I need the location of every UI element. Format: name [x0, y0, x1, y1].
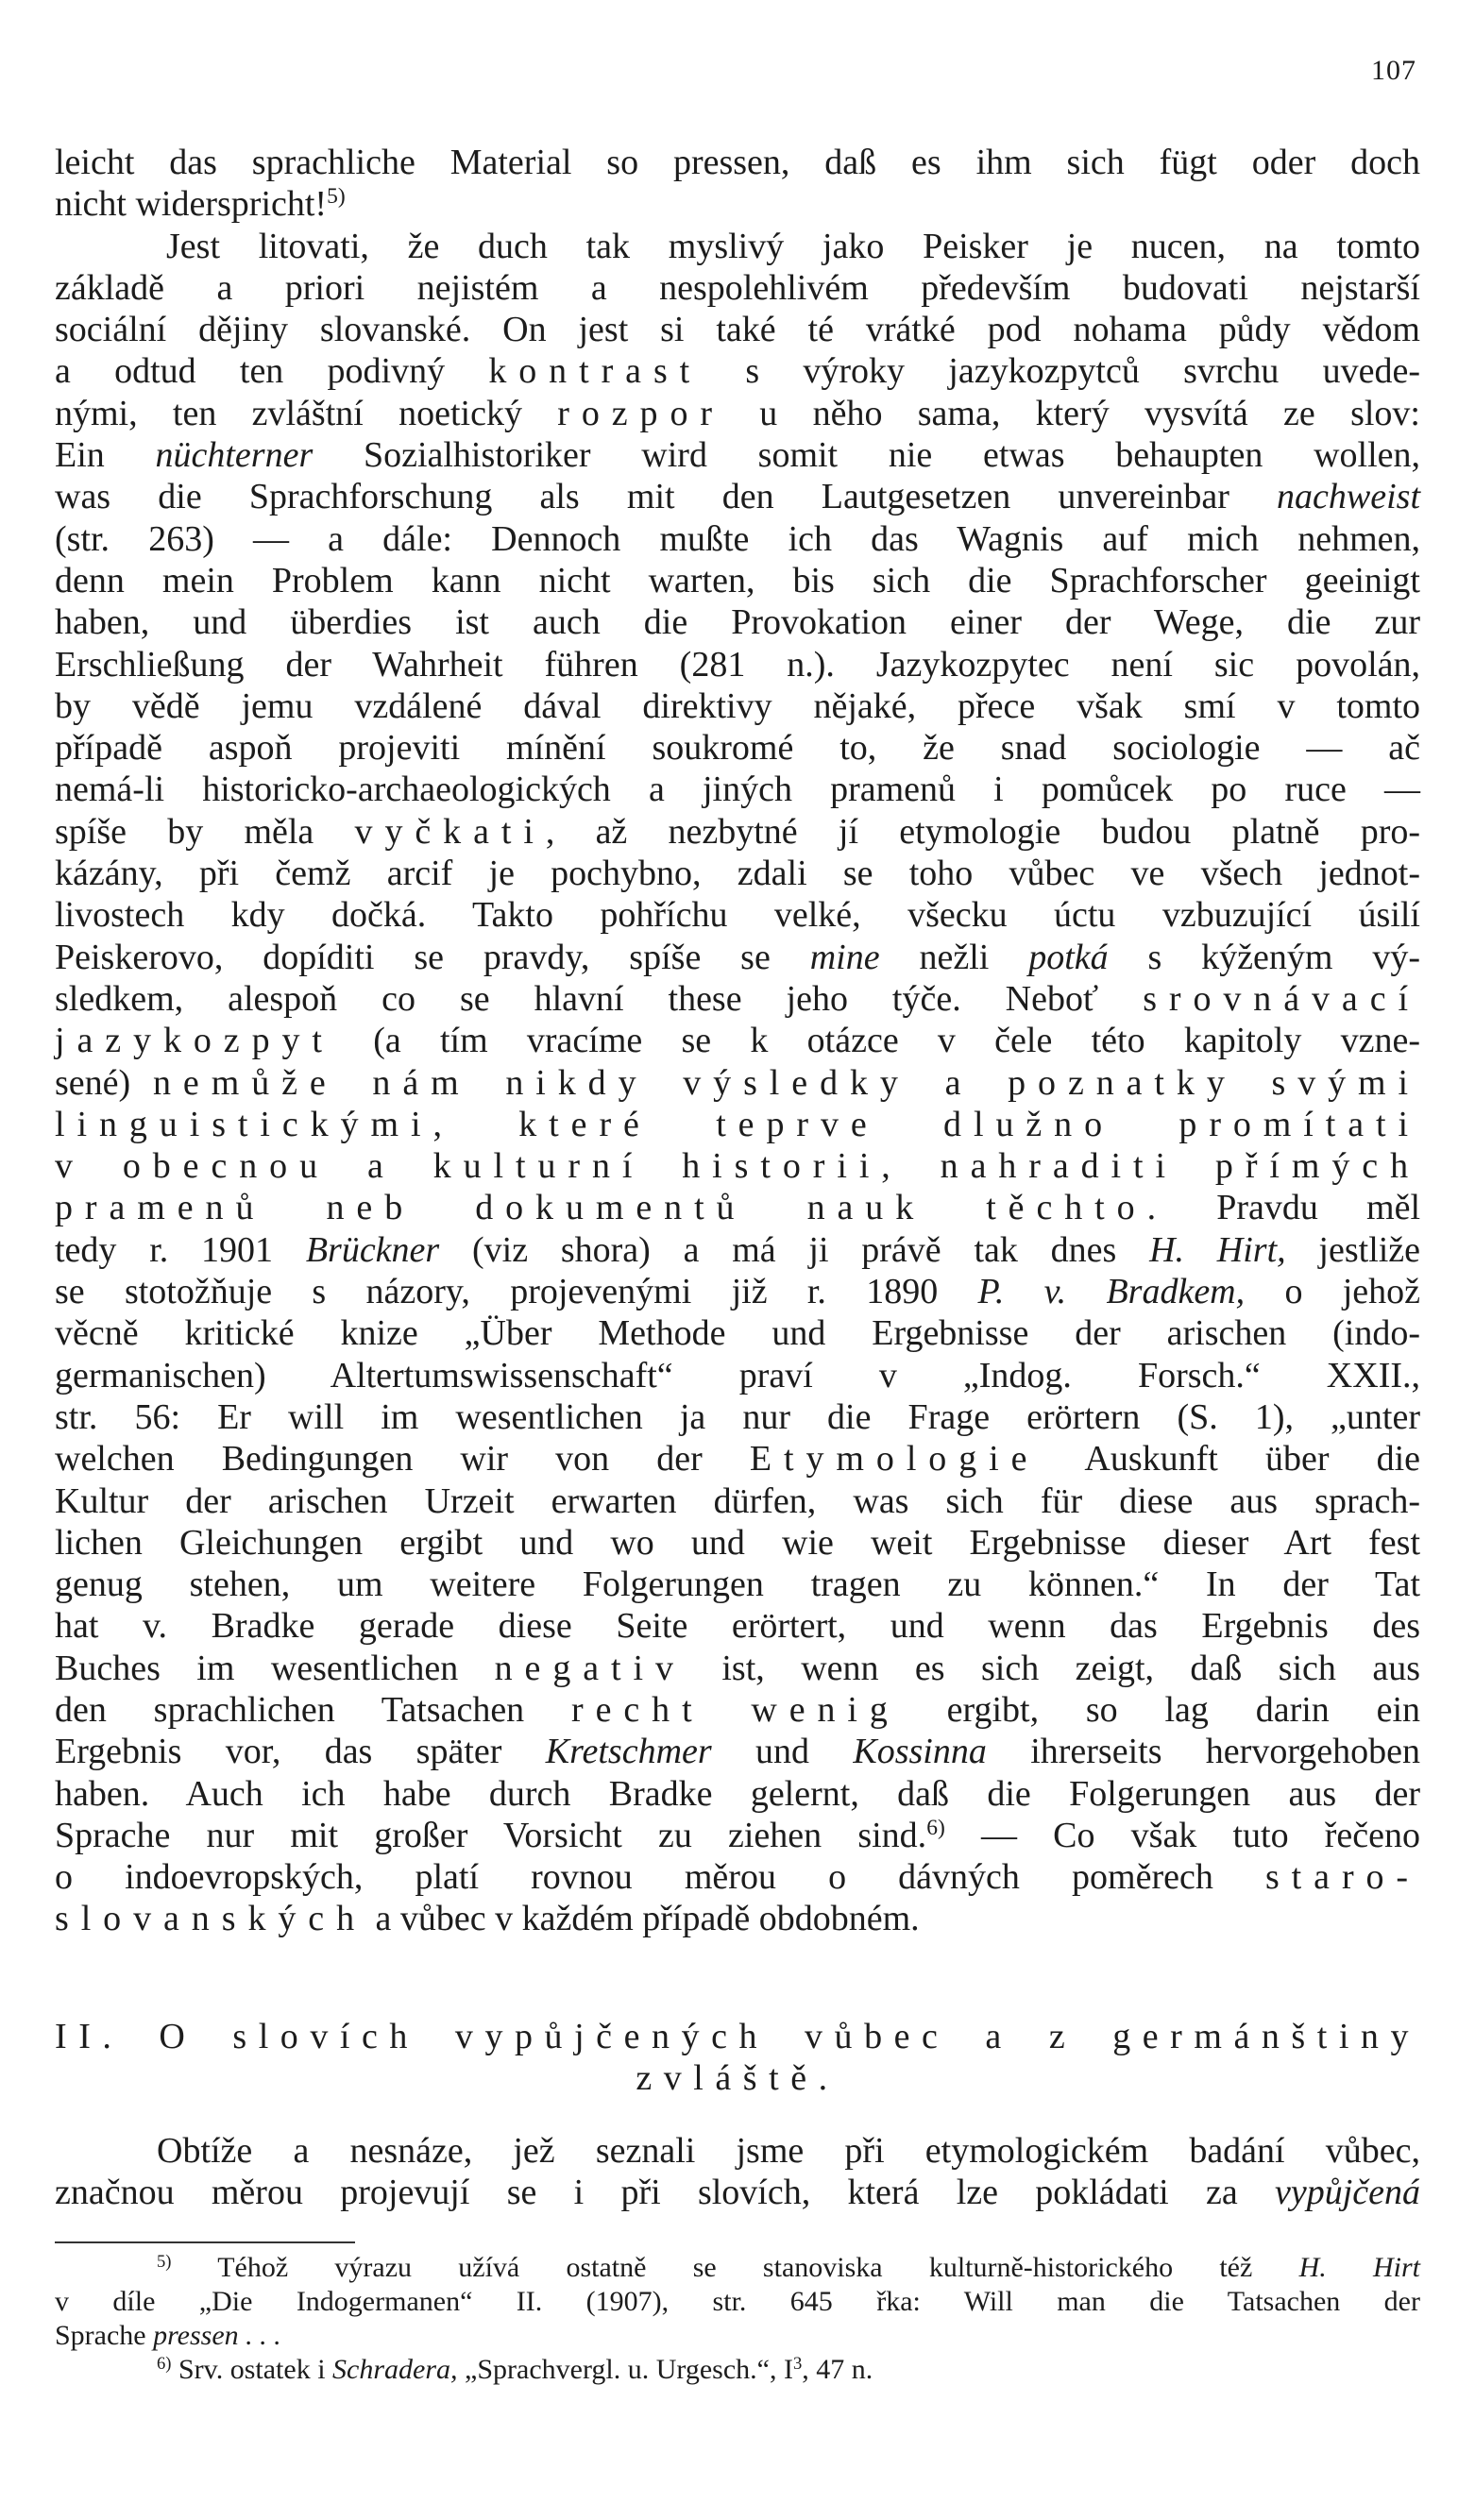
text-segment: haben, und überdies ist auch die Provokation einer der Wege, die zur: [55, 602, 1420, 643]
text-segment: v díle „Die Indogermanen“ II. (1907), str. 645 řka: Will man die Tatsachen der: [55, 2286, 1420, 2317]
text-segment: was die Sprachforschung als mit den Lautgesetzen unvereinbar: [55, 477, 1229, 517]
spaced-emphasis: vyčkati: [354, 811, 546, 852]
text-segment: ,: [545, 811, 555, 852]
text-segment: (str. 263) — a dále: Dennoch mußte ich das Wagnis auf mich nehmen,: [55, 518, 1420, 559]
text-segment: (viz shora) a má ji právě tak dnes: [471, 1229, 1117, 1270]
text-segment: ihrerseits hervorgehoben: [1030, 1732, 1421, 1772]
text-segment: sledkem, alespoň co se hlavní these jeho týče. Neboť: [55, 978, 1099, 1019]
text-segment: den sprachlichen Tatsachen: [55, 1689, 525, 1730]
text-segment: Sozialhistoriker wird somit nie etwas behaupten wollen,: [363, 435, 1420, 476]
footnote-line: [55, 2251, 1420, 2285]
section-heading: [55, 2016, 1420, 2099]
text-segment: Buches im wesentlichen: [55, 1648, 459, 1688]
text-segment: věcně kritické knize „Über Methode und Ergebnisse der arischen (indo-: [55, 1313, 1420, 1354]
spaced-emphasis: recht: [571, 1689, 704, 1730]
text-segment: o indoevropských, platí rovnou měrou o dávných poměrech: [55, 1857, 1213, 1898]
text-segment: spíše by měla: [55, 811, 314, 852]
text-line: [55, 1271, 1420, 1312]
text-segment: případě aspoň projeviti mínění soukromé to, že snad sociologie — ač: [55, 728, 1420, 769]
text-line: [55, 937, 1420, 978]
text-line: [55, 1438, 1420, 1480]
text-segment: Peiskerovo, dopíditi se pravdy, spíše se: [55, 937, 771, 977]
italic-word: potká: [1028, 937, 1109, 977]
text-segment: sociální dějiny slovanské. On jest si také té vrátké pod nohama půdy vědom: [55, 310, 1420, 350]
italic-word: H. Hirt: [1298, 2252, 1420, 2283]
spaced-emphasis: Etymologie: [749, 1439, 1040, 1480]
text-segment: , 47 n.: [802, 2354, 873, 2385]
text-segment: haben. Auch ich habe durch Bradke gelernt, daß die Folgerungen aus der: [55, 1773, 1420, 1814]
text-segment: und: [755, 1732, 810, 1772]
text-segment: ist, wenn es sich zeigt, daß sich aus: [721, 1648, 1421, 1688]
spaced-emphasis: rozpor: [557, 393, 724, 433]
text-segment: welchen Bedingungen wir von der: [55, 1439, 703, 1480]
text-segment: Pravdu měl: [1216, 1188, 1421, 1228]
text-segment: jestliže: [1318, 1229, 1421, 1270]
text-line: [55, 894, 1420, 936]
text-line: [55, 1898, 1420, 1939]
text-segment: a vůbec v každém případě obdobném.: [375, 1899, 920, 1939]
text-line: [55, 1355, 1420, 1396]
section-heading-line: II. O slovích vypůjčených vůbec a z germánštiny: [55, 2017, 1420, 2056]
spaced-emphasis: srovnávací: [1143, 978, 1420, 1019]
text-line: [55, 1731, 1420, 1772]
text-line: [55, 685, 1420, 727]
text-segment: „Sprachvergl. u. Urgesch.“, I: [465, 2354, 793, 2385]
spaced-emphasis: jazykozpyt: [55, 1021, 334, 1061]
text-segment: tedy r. 1901: [55, 1229, 274, 1270]
text-line: [55, 1564, 1420, 1605]
text-segment: Srv. ostatek i: [178, 2354, 326, 2385]
text-line: [55, 1396, 1420, 1438]
text-line: [55, 267, 1420, 309]
text-segment: kázány, při čemž arcif je pochybno, zdali se toho vůbec ve všech jednot-: [55, 854, 1420, 894]
text-segment: a odtud ten podivný: [55, 351, 446, 392]
text-line: [55, 226, 1420, 267]
text-line: [55, 1522, 1420, 1564]
text-segment: lichen Gleichungen ergibt und wo und wie weit Ergebnisse dieser Art fest: [55, 1522, 1420, 1563]
text-segment: str. 56: Er will im wesentlichen ja nur die Frage erörtern (S. 1), „unter: [55, 1396, 1420, 1437]
text-segment: livostech kdy dočká. Takto pohříchu velké, všecku úctu vzbuzující úsilí: [55, 895, 1420, 936]
italic-word: vypůjčená: [1274, 2173, 1421, 2213]
text-line: [55, 1480, 1420, 1522]
footnote-line: [55, 2353, 1420, 2387]
text-segment: by vědě jemu vzdálené dával direktivy nějaké, přece však smí v tomto: [55, 685, 1420, 726]
text-segment: Auskunft über die: [1084, 1439, 1420, 1480]
text-line: [55, 476, 1420, 517]
text-line: [55, 560, 1420, 601]
spaced-emphasis: v obecnou a kulturní historii, nahraditi přímých: [55, 1146, 1420, 1187]
text-line: [55, 811, 1420, 853]
text-line: [55, 853, 1420, 894]
text-segment: hat v. Bradke gerade diese Seite erörtert, und wenn das Ergebnis des: [55, 1606, 1420, 1647]
text-segment: Sprache nur mit großer Vorsicht zu ziehen sind.: [55, 1815, 927, 1855]
text-line: [55, 1605, 1420, 1647]
text-line: [55, 1187, 1420, 1228]
text-segment: sené): [55, 1062, 131, 1103]
text-line: [55, 1856, 1420, 1898]
text-line: [55, 393, 1420, 434]
text-segment: Téhož výrazu užívá ostatně se stanoviska kulturně-historického též: [217, 2252, 1253, 2283]
text-segment: s výroky jazykozpytců svrchu uvede-: [745, 351, 1421, 392]
footnotes: [55, 2251, 1420, 2387]
text-line: [55, 142, 1420, 183]
text-line: [55, 1062, 1420, 1104]
text-line: [55, 978, 1420, 1020]
text-segment: u něho sama, který vysvítá ze slov:: [759, 393, 1420, 433]
footnote-line: [55, 2285, 1420, 2319]
text-segment: nežli: [919, 937, 990, 977]
text-segment: genug stehen, um weitere Folgerungen tragen zu können.“ In der Tat: [55, 1564, 1420, 1605]
main-text: [55, 142, 1420, 1940]
italic-word: P. v.: [977, 1272, 1067, 1312]
spaced-emphasis: slovanských: [55, 1899, 366, 1939]
text-segment: n: [55, 393, 73, 433]
spaced-emphasis: staro-: [1264, 1857, 1421, 1898]
superscript: 3: [792, 2353, 803, 2374]
italic-word: nüchterner: [155, 435, 314, 476]
text-line: [55, 1229, 1420, 1271]
text-line: [55, 644, 1420, 685]
footnote-line: [55, 2319, 1420, 2353]
text-line: [55, 727, 1420, 769]
text-line: [55, 1145, 1420, 1187]
text-segment: leicht das sprachliche Material so pressen, daß es ihm sich fügt oder doch: [55, 143, 1420, 182]
text-segment: až nezbytné jí etymologie budou: [595, 811, 1192, 852]
italic-word: Schradera,: [332, 2354, 458, 2385]
text-segment: germanischen) Altertumswissenschaft“ praví v „Indog. Forsch.“ XXII.,: [55, 1355, 1420, 1395]
text-segment: ými, ten zvláštní noetický: [73, 393, 522, 433]
italic-word: nachweist: [1277, 477, 1420, 517]
text-segment: Erschließung der Wahrheit führen (281 n.). Jazykozpytec není sic povolán,: [55, 644, 1420, 685]
text-segment: základě a priori nejistém a nespolehlivém především budovati nejstarší: [55, 267, 1420, 308]
italic-word: mine: [809, 937, 880, 977]
text-line: [55, 350, 1420, 392]
section-heading-line: zvláště.: [636, 2058, 839, 2098]
text-segment: Obtíže a nesnáze, jež seznali jsme při etymologickém badání vůbec,: [157, 2131, 1420, 2171]
text-line: [55, 769, 1420, 810]
italic-word: Bradkem,: [1106, 1272, 1246, 1312]
spaced-emphasis: kontrast: [488, 351, 703, 392]
text-segment: Ein: [55, 435, 105, 476]
text-segment: nemá-li historicko-archaeologických a jiných pramenů i pomůcek po ruce —: [55, 770, 1420, 810]
text-segment: nicht widerspricht!: [55, 184, 328, 225]
text-line: [55, 1689, 1420, 1731]
text-line: [55, 309, 1420, 350]
text-line: [55, 183, 1420, 225]
spaced-emphasis: negativ: [494, 1648, 686, 1688]
text-segment: denn mein Problem kann nicht warten, bis sich die Sprachforscher geeinigt: [55, 560, 1420, 600]
text-line: [55, 1104, 1420, 1145]
text-segment: ergibt, so lag darin ein: [946, 1689, 1421, 1730]
footnote-mark: 6): [157, 2353, 172, 2374]
text-line: [55, 2130, 1420, 2172]
spaced-emphasis: nemůže nám nikdy výsledky a poznatky svými: [153, 1062, 1420, 1103]
text-line: [55, 434, 1420, 476]
text-line: [55, 1648, 1420, 1689]
footnote-ref[interactable]: 5): [327, 184, 346, 210]
page-number: 107: [1371, 55, 1416, 86]
text-segment: Kultur der arischen Urzeit erwarten dürfen, was sich für diese aus sprach-: [55, 1480, 1420, 1521]
text-segment: Sprache: [55, 2320, 146, 2351]
text-segment: s kýženým vý-: [1147, 937, 1420, 977]
text-line: [55, 1312, 1420, 1354]
text-segment: Jest litovati, že duch tak myslivý jako Peisker je nucen, na tomto: [166, 226, 1420, 266]
text-segment: platně pro-: [1231, 811, 1421, 852]
italic-word: Kretschmer: [545, 1732, 712, 1772]
spaced-emphasis: wenig: [751, 1689, 900, 1730]
footnote-ref[interactable]: 6): [926, 1815, 945, 1840]
text-segment: — Co však tuto řečeno: [980, 1815, 1421, 1855]
spaced-emphasis: linguistickými, které teprve dlužno promítati: [55, 1104, 1420, 1144]
text-line: [55, 518, 1420, 560]
footnote-mark: 5): [157, 2251, 172, 2272]
text-line: [55, 1020, 1420, 1061]
italic-word: Brückner: [305, 1229, 440, 1270]
italic-word: H. Hirt,: [1149, 1229, 1286, 1270]
text-segment: značnou měrou projevují se i při slovích, která lze pokládati za: [55, 2173, 1238, 2213]
spaced-emphasis: pramenů neb dokumentů nauk těchto.: [55, 1188, 1168, 1228]
text-segment: Ergebnis vor, das später: [55, 1732, 502, 1772]
text-segment: se stotožňuje s názory, projevenými již r. 1890: [55, 1272, 939, 1312]
footnote-divider: [55, 2241, 355, 2243]
text-line: [55, 601, 1420, 643]
text-line: [55, 1773, 1420, 1815]
italic-word: pressen . . .: [153, 2320, 281, 2351]
paragraph: [55, 2130, 1420, 2214]
text-line: [55, 2172, 1420, 2213]
text-line: [55, 1815, 1420, 1856]
text-segment: o jehož: [1284, 1272, 1421, 1312]
text-segment: (a tím vracíme se k otázce v čele této kapitoly vzne-: [373, 1021, 1421, 1061]
italic-word: Kossinna: [853, 1732, 987, 1772]
